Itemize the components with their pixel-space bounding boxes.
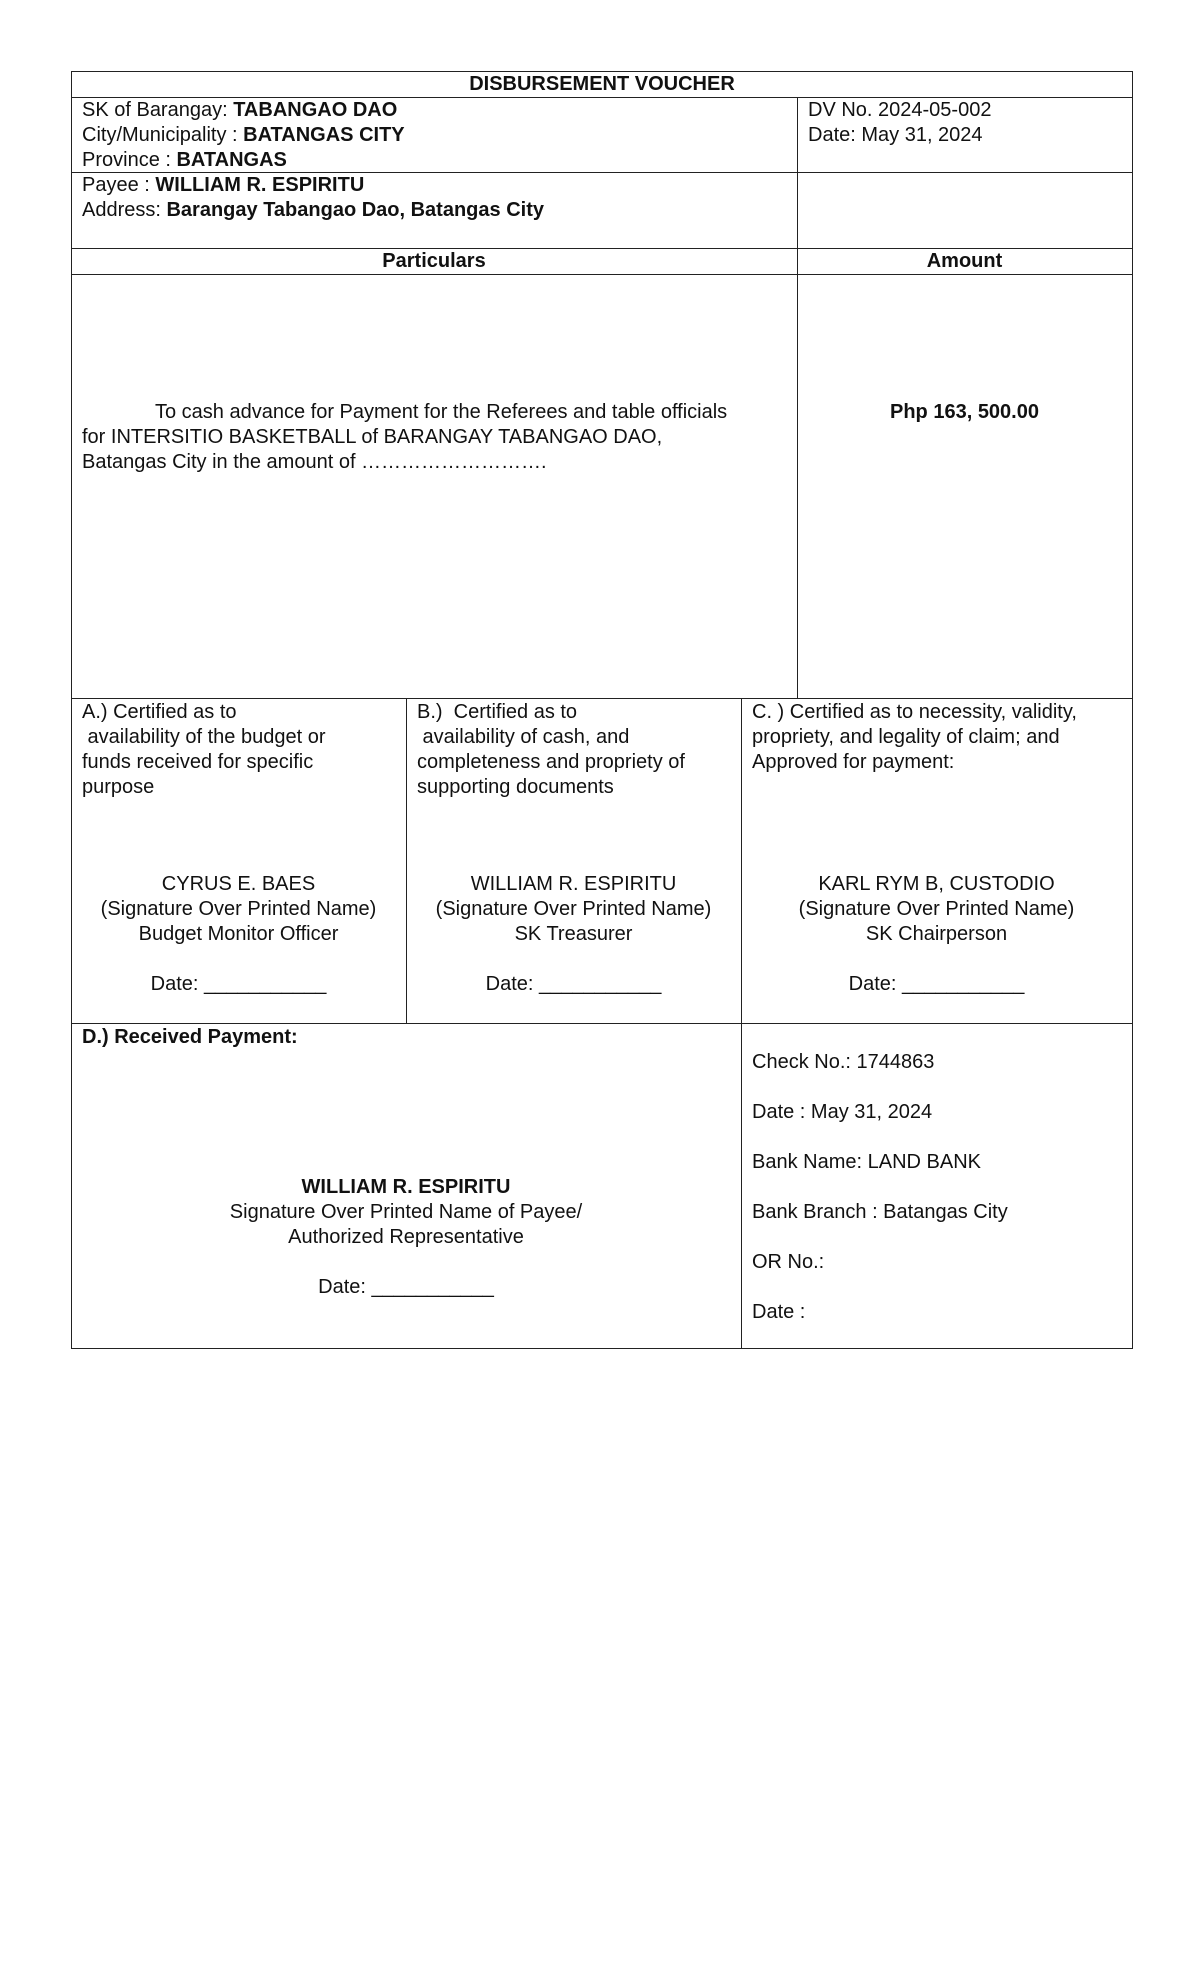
- certification-a-text: [71, 700, 406, 800]
- cert-b-signature-caption: (Signature Over Printed Name): [435, 898, 712, 920]
- voucher-title: DISBURSEMENT VOUCHER: [469, 73, 735, 95]
- particulars-text: [82, 400, 794, 475]
- province-label: Province :: [82, 149, 177, 171]
- payee-value: WILLIAM R. ESPIRITU: [155, 174, 365, 196]
- certification-b-signature: [406, 872, 741, 997]
- address-row: [82, 198, 797, 223]
- particulars-line-1: To cash advance for Payment for the Referees and table officials: [155, 401, 728, 423]
- particulars-heading: Particulars: [382, 250, 486, 272]
- or-number: OR No.:: [752, 1251, 825, 1273]
- cert-c-signature-caption: (Signature Over Printed Name): [798, 898, 1075, 920]
- amount-value: Php 163, 500.00: [890, 401, 1039, 423]
- cert-b-line-3: completeness and propriety of: [417, 751, 685, 773]
- address-label: Address:: [82, 199, 167, 221]
- divider-amount-column: [797, 97, 798, 699]
- dv-number: DV No. 2024-05-002: [808, 99, 992, 121]
- certification-b-text: [406, 700, 741, 800]
- cert-a-line-1: A.) Certified as to: [82, 701, 237, 723]
- sk-barangay-label: SK of Barangay:: [82, 99, 234, 121]
- certification-c-signature: [741, 872, 1132, 997]
- city-value: BATANGAS CITY: [243, 124, 405, 146]
- cert-b-date: Date: ___________: [485, 973, 662, 995]
- voucher-date: Date: May 31, 2024: [808, 124, 983, 146]
- check-number: Check No.: 1744863: [752, 1051, 935, 1073]
- sk-barangay-value: TABANGAO DAO: [233, 99, 398, 121]
- payee-section: [71, 173, 797, 223]
- cert-c-line-3: Approved for payment:: [752, 751, 955, 773]
- city-label: City/Municipality :: [82, 124, 244, 146]
- cert-b-line-4: supporting documents: [417, 776, 614, 798]
- city-row: [82, 123, 797, 148]
- address-value: Barangay Tabangao Dao, Batangas City: [166, 199, 544, 221]
- cert-b-line-2: availability of cash, and: [417, 726, 630, 748]
- payee-label: Payee :: [82, 174, 156, 196]
- cert-a-line-4: purpose: [82, 776, 155, 798]
- or-date: Date :: [752, 1301, 806, 1323]
- cert-a-position: Budget Monitor Officer: [138, 923, 339, 945]
- cert-b-position: SK Treasurer: [514, 923, 633, 945]
- cert-b-name: WILLIAM R. ESPIRITU: [470, 873, 677, 895]
- province-row: [82, 148, 797, 173]
- check-info: [741, 1050, 1132, 1325]
- payee-row: [82, 173, 797, 198]
- cert-c-line-2: propriety, and legality of claim; and: [752, 726, 1060, 748]
- divider-certifications: [71, 1023, 1133, 1024]
- particulars-line-3: Batangas City in the amount of ……………………….: [82, 451, 547, 473]
- cert-c-name: KARL RYM B, CUSTODIO: [818, 873, 1055, 895]
- cert-b-line-1: B.) Certified as to: [417, 701, 578, 723]
- received-payment-signature: [71, 1175, 741, 1300]
- border-right: [1132, 71, 1133, 1349]
- cert-c-position: SK Chairperson: [865, 923, 1008, 945]
- cert-a-date: Date: ___________: [150, 973, 327, 995]
- amount-heading: Amount: [926, 250, 1003, 272]
- cert-c-date: Date: ___________: [848, 973, 1025, 995]
- check-date: Date : May 31, 2024: [752, 1101, 933, 1123]
- header-left: [71, 98, 797, 173]
- payee-signature-caption-1: Signature Over Printed Name of Payee/: [229, 1201, 583, 1223]
- payee-signature-date: Date: ___________: [318, 1276, 494, 1298]
- border-bottom: [71, 1348, 1133, 1349]
- cert-c-line-1: C. ) Certified as to necessity, validity,: [752, 701, 1077, 723]
- bank-name: Bank Name: LAND BANK: [752, 1151, 981, 1173]
- divider-particulars: [71, 698, 1133, 699]
- certification-c-text: [741, 700, 1132, 775]
- sk-barangay-row: [82, 98, 797, 123]
- payee-signature-name: WILLIAM R. ESPIRITU: [301, 1176, 511, 1198]
- payee-signature-caption-2: Authorized Representative: [288, 1226, 524, 1248]
- received-payment-label: D.) Received Payment:: [82, 1026, 298, 1048]
- cert-a-signature-caption: (Signature Over Printed Name): [100, 898, 377, 920]
- cert-a-line-2: availability of the budget or: [82, 726, 326, 748]
- bank-branch: Bank Branch : Batangas City: [752, 1201, 1008, 1223]
- certification-a-signature: [71, 872, 406, 997]
- particulars-line-2: for INTERSITIO BASKETBALL of BARANGAY TABANGAO DAO,: [82, 426, 663, 448]
- header-right: [797, 98, 1132, 148]
- divider-columns: [71, 274, 1133, 275]
- province-value: BATANGAS: [176, 149, 287, 171]
- cert-a-line-3: funds received for specific: [82, 751, 314, 773]
- cert-a-name: CYRUS E. BAES: [161, 873, 316, 895]
